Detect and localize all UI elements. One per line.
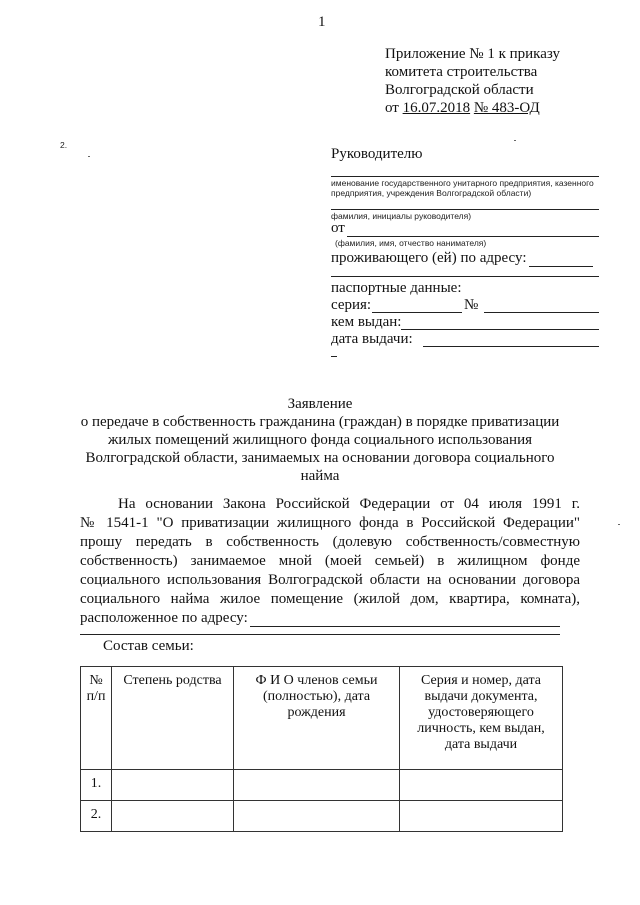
head-name-line [331,209,599,210]
appendix-line-3: Волгоградской области [385,82,534,98]
row-number: 1. [81,770,112,801]
appendix-date-prefix: от [385,100,403,116]
number-line [484,312,599,313]
address-label: проживающего (ей) по адресу: [331,250,527,266]
hint-from: (фамилия, имя, отчество нанимателя) [335,238,487,248]
header-relation: Степень родства [112,667,234,770]
body-line-7: расположенное по адресу: [80,610,248,626]
body-line-6: социального найма жилое помещение (жилой дом, квартира, комната), [80,591,580,607]
header-document: Серия и номер, дата выдачи документа, удостоверяющего личность, кем выдан, дата выдачи [400,667,563,770]
table-header-row [81,667,563,770]
hint-org-line-2: предприятия, учреждения Волгоградской области) [331,188,532,198]
page-number: 1 [318,14,326,30]
appendix-date-line [385,100,540,117]
header-number: № п/п [81,667,112,770]
body-line-4: собственность) занимаемое мной (моей семьей) в жилищном фонде [80,553,580,569]
appendix-number: № 483-ОД [473,100,540,116]
body-line-2: № 1541-1 "О приватизации жилищного фонда в Российской Федерации" [80,515,580,531]
body-line-5: социального использования Волгоградской области на основании договора [80,572,580,588]
from-line [347,236,599,237]
row-full-name [234,770,400,801]
hint-head: фамилия, инициалы руководителя) [331,211,472,221]
issued-by-line [401,329,599,330]
appendix-line-2: комитета строительства [385,64,538,80]
scan-speck [514,140,516,141]
issue-date-label: дата выдачи: [331,331,413,347]
stray-dash [331,356,337,357]
family-label: Состав семьи: [103,638,194,654]
body-line-3: прошу передать в собственность (долевую собственность/совместную [80,534,580,550]
row-relation [112,770,234,801]
row-document [400,770,563,801]
from-label: от [331,220,345,236]
row-full-name [234,801,400,832]
passport-label: паспортные данные: [331,280,462,296]
title-line-2: о передаче в собственность гражданина (граждан) в порядке приватизации [80,414,560,430]
org-name-line [331,176,599,177]
title-line-3: жилых помещений жилищного фонда социального использования [108,432,532,448]
series-line [372,312,462,313]
header-full-name: Ф И О членов семьи (полностью), дата рождения [234,667,400,770]
title-line-1: Заявление [287,396,353,412]
row-relation [112,801,234,832]
issue-date-line [423,346,599,347]
table-row [81,801,563,832]
scan-speck [618,524,620,525]
address-line-2 [331,276,599,277]
hint-org-line-1: именование государственного унитарного предприятия, казенного [331,178,594,188]
title-line-4: Волгоградской области, занимаемых на основании договора социального [85,450,555,466]
series-label: серия: [331,297,372,313]
address-fill-line [250,626,560,627]
body-line-1: На основании Закона Российской Федерации от 04 июля 1991 г. [118,496,580,512]
appendix-date: 16.07.2018 [402,100,471,116]
table-row [81,770,563,801]
number-label: № [464,297,479,313]
title-line-5: найма [300,468,340,484]
row-document [400,801,563,832]
address-line [529,266,593,267]
issued-by-label: кем выдан: [331,314,402,330]
family-table [80,666,563,832]
recipient-title: Руководителю [331,146,423,162]
appendix-line-1: Приложение № 1 к приказу [385,46,560,62]
address-fill-line-2 [80,634,560,635]
scan-speck [88,156,90,157]
margin-mark: 2. [60,140,68,150]
row-number: 2. [81,801,112,832]
